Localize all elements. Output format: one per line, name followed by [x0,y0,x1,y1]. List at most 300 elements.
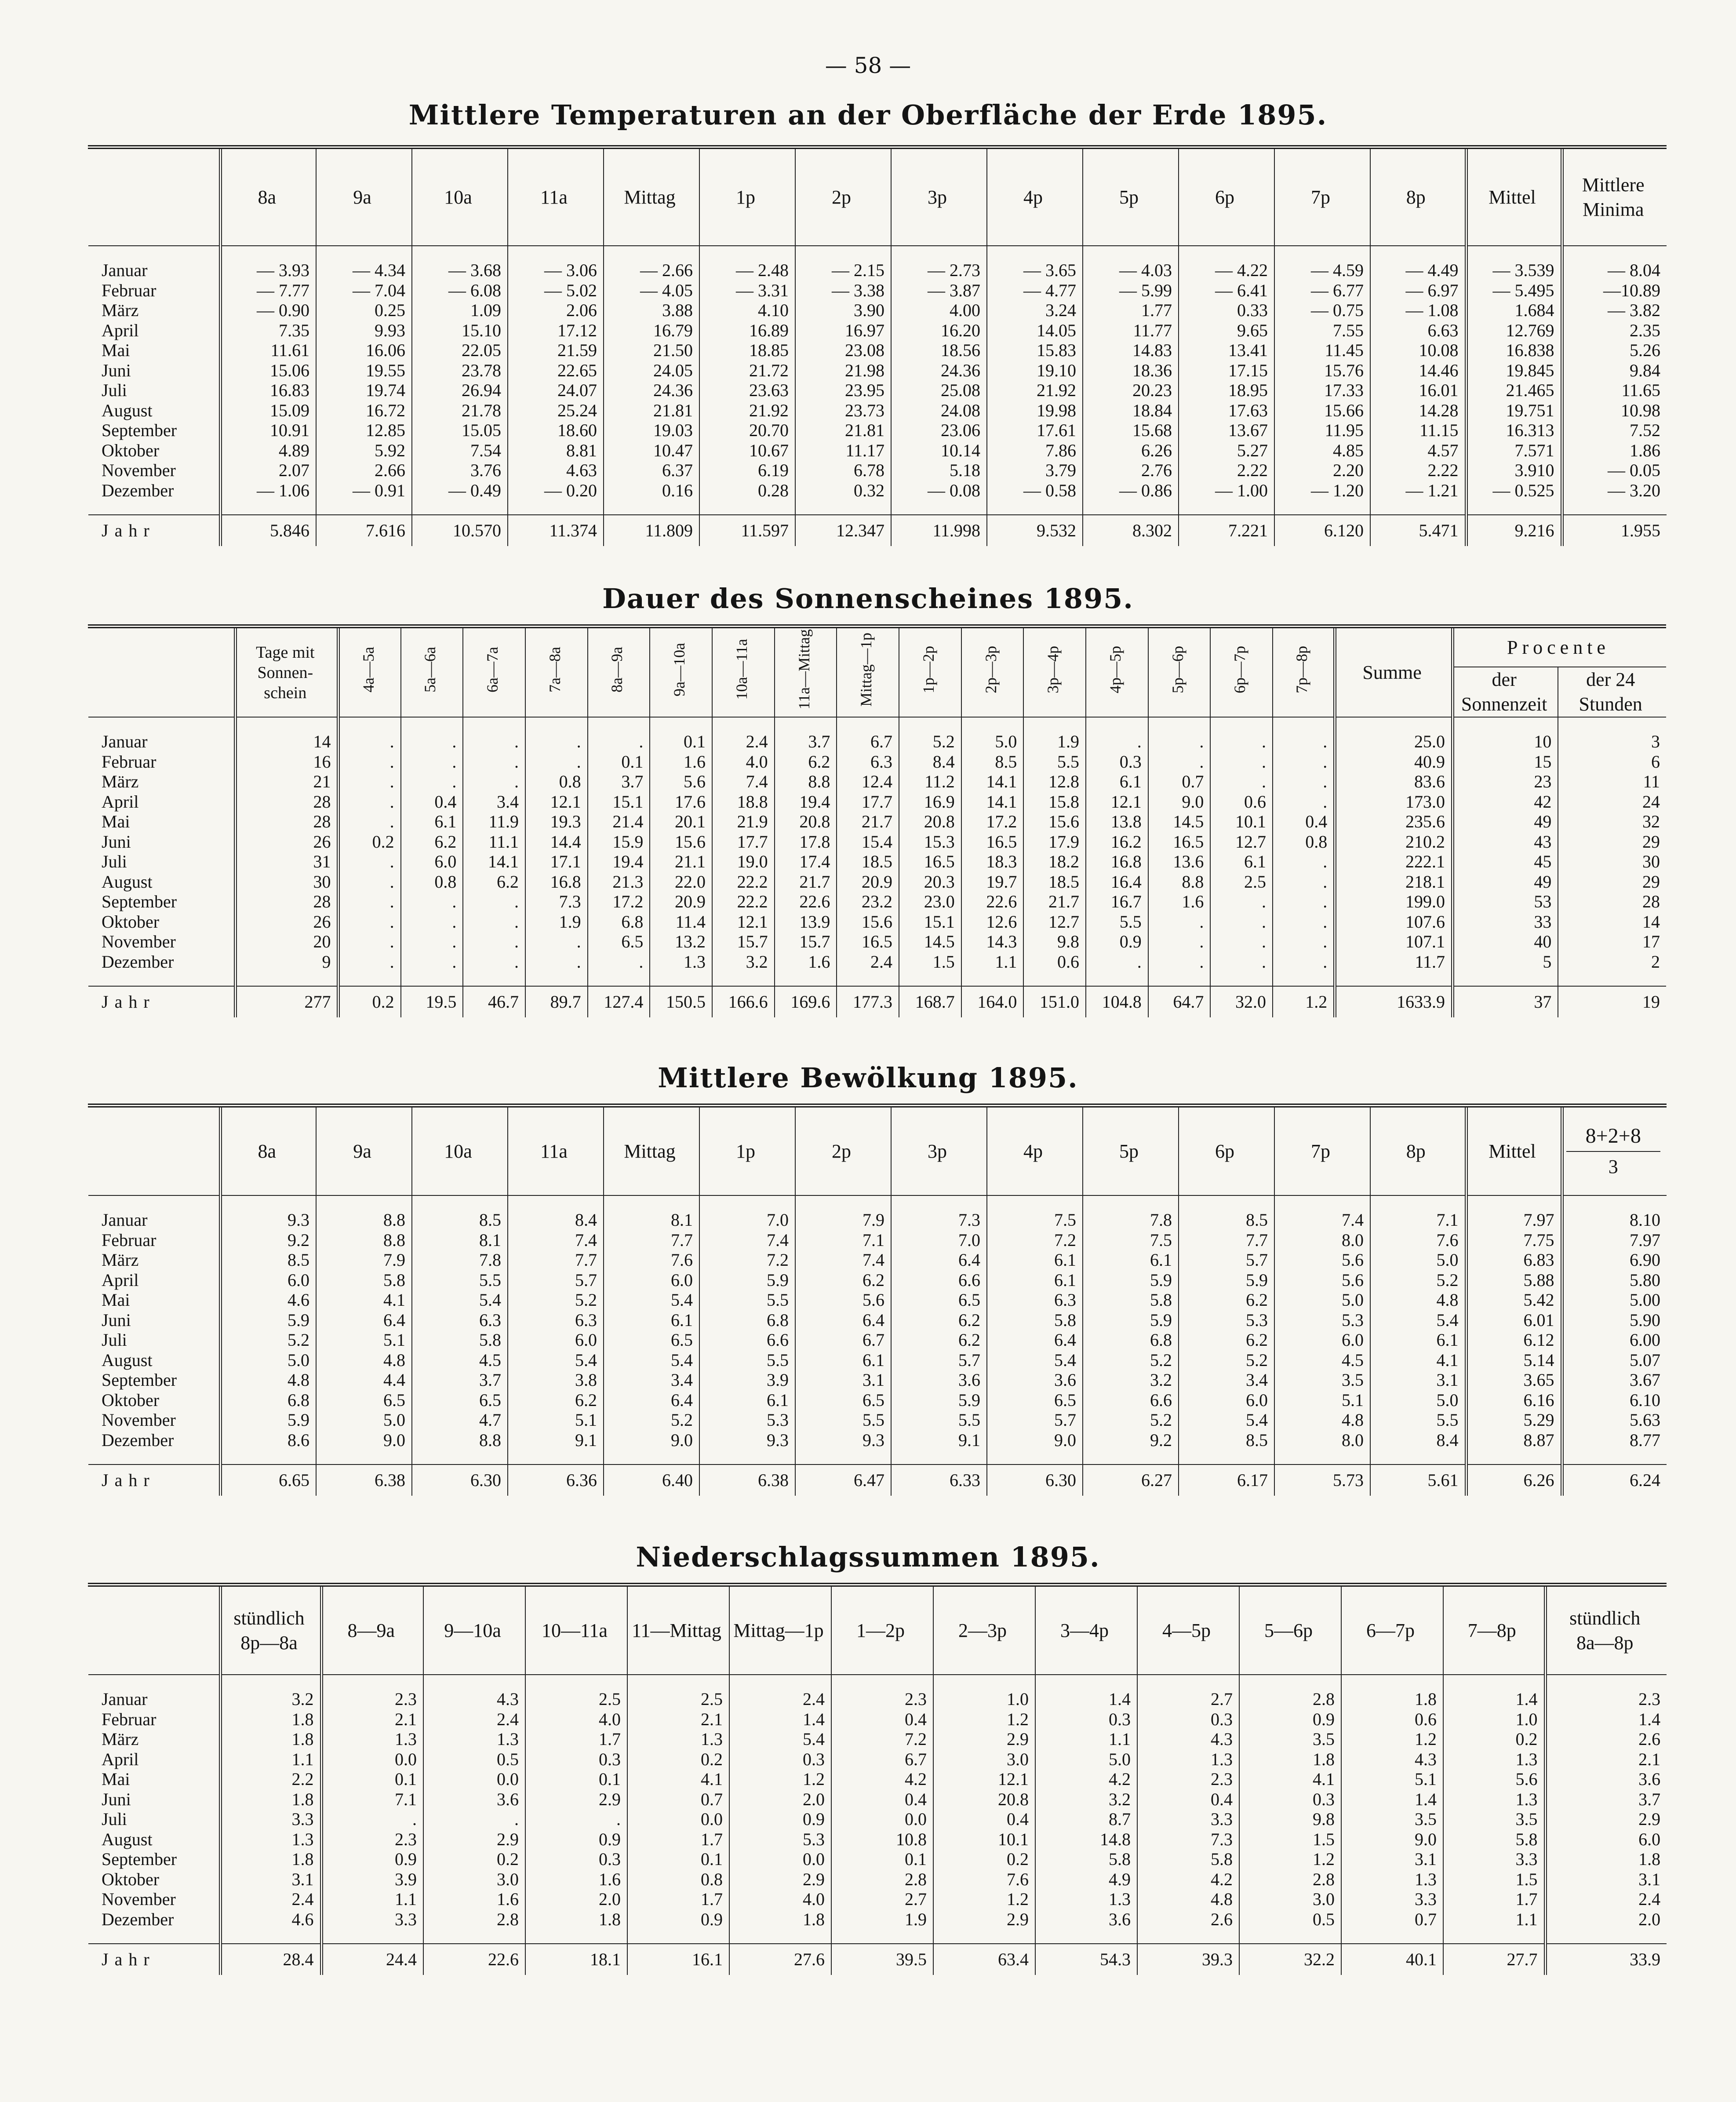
data-cell: . [1273,732,1335,752]
total-cell: 46.7 [463,986,525,1017]
data-cell: 1.8 [220,1729,321,1749]
data-cell: 2.4 [1545,1889,1667,1909]
spacer-cell [650,717,712,732]
data-cell: 19.98 [987,401,1083,421]
data-cell: 20.9 [650,892,712,912]
table-row [88,752,1666,772]
data-cell: 0.9 [321,1849,423,1869]
data-cell: 6.3 [412,1310,508,1330]
data-cell: 31 [236,852,338,872]
spacer-cell [508,500,604,515]
data-cell: 12.85 [316,420,412,441]
data-cell: 16.4 [1086,872,1148,892]
header-text: 3p—4p [1044,645,1062,693]
data-cell: . [1086,732,1148,752]
spacer-cell [321,1929,423,1944]
data-cell: 0.2 [627,1749,729,1770]
column-header: Mittag [604,149,699,246]
data-cell: 5.3 [729,1829,831,1850]
data-cell: 1.8 [220,1789,321,1810]
data-cell: 1.5 [899,952,961,972]
data-cell: 0.9 [1086,932,1148,952]
data-cell: 17.8 [775,832,837,852]
data-cell: — 0.49 [412,481,508,501]
data-cell: — 2.73 [891,260,987,281]
data-cell: — 0.525 [1466,481,1562,501]
data-cell: 14.5 [1148,812,1211,832]
spacer-cell [1274,1450,1370,1464]
data-cell: 6.1 [987,1270,1083,1290]
data-cell: 83.6 [1335,772,1453,792]
fraction-numerator: 8+2+8 [1566,1124,1661,1152]
data-cell: 6.7 [795,1330,891,1350]
data-cell: 26 [236,832,338,852]
total-cell: 40.1 [1341,1944,1443,1975]
data-cell: 4.8 [1274,1410,1370,1430]
total-cell: 168.7 [899,986,961,1017]
data-cell: — 3.93 [220,260,316,281]
data-cell: . [338,852,401,872]
data-cell: 8.8 [1148,872,1211,892]
data-cell: 21.81 [604,401,699,421]
data-cell: 3.5 [1239,1729,1341,1749]
data-cell: — 4.03 [1083,260,1179,281]
spacer-cell [423,1675,525,1689]
data-cell: 7.4 [699,1230,795,1250]
data-cell: 0.8 [401,872,463,892]
data-cell: 3.0 [933,1749,1035,1770]
data-cell: — 7.04 [316,281,412,301]
data-cell: 6.1 [987,1250,1083,1270]
data-cell: 19.845 [1466,361,1562,381]
data-cell: 6.2 [1179,1330,1274,1350]
data-cell: — 5.495 [1466,281,1562,301]
row-label: April [102,320,139,340]
data-cell: 9.3 [795,1430,891,1450]
spacer-cell [1274,246,1370,260]
data-cell: 1.6 [525,1869,627,1890]
row-label: Dezember [102,480,174,500]
data-cell: 23.63 [699,380,795,401]
total-cell: 6.30 [987,1464,1083,1496]
data-cell: 0.4 [831,1789,933,1810]
data-cell: 6.5 [316,1390,412,1410]
spacer-cell [88,1450,220,1464]
row-label: November [102,1410,176,1430]
column-header-hour [588,628,650,717]
data-cell: 0.8 [525,772,588,792]
data-cell: 2.9 [525,1789,627,1810]
data-cell: — 0.08 [891,481,987,501]
data-cell: 0.4 [1273,812,1335,832]
spacer-cell [1179,1195,1274,1210]
data-cell: 13.2 [650,932,712,952]
data-cell: 5.8 [1137,1849,1239,1869]
data-cell: 0.7 [1148,772,1211,792]
data-cell: 5.9 [699,1270,795,1290]
data-cell: 5.4 [604,1290,699,1310]
data-cell: 8.0 [1274,1230,1370,1250]
spacer-cell [795,1195,891,1210]
data-cell: 2.9 [933,1729,1035,1749]
data-cell: . [338,872,401,892]
data-cell: 11.65 [1562,380,1667,401]
spacer-cell [88,1195,220,1210]
data-cell: 6.5 [604,1330,699,1350]
data-cell: 9.2 [220,1230,316,1250]
spacer-cell [220,1450,316,1464]
data-cell: 0.1 [588,752,650,772]
spacer-cell [795,500,891,515]
data-cell: — 3.539 [1466,260,1562,281]
data-cell: 0.6 [1341,1709,1443,1730]
spacer-cell [1466,500,1562,515]
data-cell: 4.1 [1239,1769,1341,1789]
data-cell: 6.5 [795,1390,891,1410]
row-label: Juni [102,360,131,380]
data-cell: 23.08 [795,340,891,361]
total-cell: 277 [236,986,338,1017]
column-header-hour [1273,628,1335,717]
data-cell: 1.9 [831,1909,933,1930]
column-header-hour [899,628,961,717]
fraction-denominator: 3 [1608,1155,1618,1177]
data-cell: 21.50 [604,340,699,361]
column-header: 8p [1370,1107,1466,1195]
table-row [88,1769,1667,1789]
data-cell: 9.0 [987,1430,1083,1450]
data-cell: 3.910 [1466,460,1562,481]
data-cell: 15 [1452,752,1558,772]
data-cell: 0.2 [933,1849,1035,1869]
total-cell: 177.3 [837,986,899,1017]
column-header: 6—7p [1341,1587,1443,1675]
total-cell: 39.3 [1137,1944,1239,1975]
data-cell: 22.0 [650,872,712,892]
spacer-cell [1148,717,1211,732]
data-cell: 14.05 [987,321,1083,341]
spacer-cell [316,1450,412,1464]
data-cell: 6.0 [1274,1330,1370,1350]
data-cell: 0.4 [1137,1789,1239,1810]
total-cell: 5.846 [220,515,316,546]
data-cell: 1.4 [1443,1689,1545,1709]
header-text: 5a—6a [421,646,439,692]
data-cell: 7.9 [316,1250,412,1270]
total-cell: 6.24 [1562,1464,1667,1496]
data-cell: 1.8 [220,1709,321,1730]
spacer-cell [1086,972,1148,986]
data-cell: 8.4 [508,1210,604,1230]
data-cell: . [525,752,588,772]
data-cell: — 2.48 [699,260,795,281]
data-cell: 19.4 [588,852,650,872]
data-cell: 14.83 [1083,340,1179,361]
spacer-cell [401,972,463,986]
data-cell: 2.4 [837,952,899,972]
data-cell: 8.10 [1562,1210,1667,1230]
data-cell: 12.1 [1086,792,1148,812]
column-header: 2p [795,1107,891,1195]
data-cell: 3.1 [220,1869,321,1890]
data-cell: 15.6 [1023,812,1086,832]
data-cell: 8.87 [1466,1430,1562,1450]
data-cell: 19.55 [316,361,412,381]
data-cell: 9.2 [1083,1430,1179,1450]
data-cell: 17.33 [1274,380,1370,401]
data-cell: 2.35 [1562,321,1667,341]
data-cell: 15.6 [650,832,712,852]
data-cell: 5.8 [316,1270,412,1290]
spacer-cell [316,500,412,515]
data-cell: 5.6 [795,1290,891,1310]
data-cell: 7.2 [987,1230,1083,1250]
data-cell: — 0.20 [508,481,604,501]
data-cell: 1.1 [1443,1909,1545,1930]
data-cell: 1.7 [627,1889,729,1909]
table-row [88,792,1666,812]
spacer-cell [987,1450,1083,1464]
data-cell: 12.1 [712,912,775,932]
data-cell: 5.2 [1179,1350,1274,1370]
column-header: Mittag—1p [729,1587,831,1675]
data-cell: 5.29 [1466,1410,1562,1430]
spacer-cell [1335,972,1453,986]
data-cell: 3.3 [220,1809,321,1829]
column-header: 7—8p [1443,1587,1545,1675]
data-cell: 5.5 [1086,912,1148,932]
spacer-cell [604,1450,699,1464]
data-cell: 45 [1452,852,1558,872]
data-cell: . [1273,792,1335,812]
precipitation-table [88,1583,1667,1975]
table-row [88,952,1666,972]
data-cell: 5.6 [650,772,712,792]
table-row [88,1789,1667,1810]
data-cell: 14.1 [961,792,1024,812]
data-cell: 5.27 [1179,441,1274,461]
data-cell: 3.2 [712,952,775,972]
data-cell: 5.9 [1083,1270,1179,1290]
data-cell: 5.80 [1562,1270,1667,1290]
data-cell: 5.0 [1035,1749,1137,1770]
data-cell: 1.8 [220,1849,321,1869]
data-cell: 0.4 [933,1809,1035,1829]
data-cell: . [401,772,463,792]
data-cell: 0.6 [1210,792,1273,812]
data-cell: 4.0 [525,1709,627,1730]
spacer-cell [220,500,316,515]
data-cell: 8.81 [508,441,604,461]
spacer-cell [1443,1675,1545,1689]
data-cell: 12.7 [1210,832,1273,852]
data-cell: 0.0 [729,1849,831,1869]
data-cell: 16.8 [525,872,588,892]
total-cell: 0.2 [338,986,401,1017]
data-cell: 7.6 [1370,1230,1466,1250]
row-label: Januar [102,260,148,280]
spacer-cell [699,246,795,260]
data-cell: 14.5 [899,932,961,952]
data-cell: 15.7 [712,932,775,952]
data-cell: 3.7 [412,1370,508,1390]
total-cell: 6.33 [891,1464,987,1496]
data-cell: 11.17 [795,441,891,461]
data-cell: . [588,732,650,752]
table-row [88,1869,1667,1890]
data-cell: 2.7 [831,1889,933,1909]
data-cell: 1.6 [423,1889,525,1909]
data-cell: 0.3 [1137,1709,1239,1730]
column-header-24h: der 24 Stunden [1558,667,1666,717]
data-cell: 1.1 [961,952,1024,972]
spacer-cell [729,1929,831,1944]
total-cell: 166.6 [712,986,775,1017]
data-cell: — 1.20 [1274,481,1370,501]
table-row [88,812,1666,832]
data-cell: 107.6 [1335,912,1453,932]
data-cell: 3.4 [1179,1370,1274,1390]
total-cell: 104.8 [1086,986,1148,1017]
data-cell: 6.6 [1083,1390,1179,1410]
data-cell: 21.4 [588,812,650,832]
column-header-hour [1086,628,1148,717]
data-cell: 3.9 [321,1869,423,1890]
data-cell: 4.7 [412,1410,508,1430]
data-cell: 2.7 [1137,1689,1239,1709]
data-cell: 1.1 [220,1749,321,1770]
total-cell: 6.36 [508,1464,604,1496]
spacer-cell [588,972,650,986]
data-cell: 0.1 [650,732,712,752]
row-label: Dezember [102,951,174,972]
row-label: Mai [102,1769,130,1789]
data-cell: 2.9 [933,1909,1035,1930]
data-cell: 15.4 [837,832,899,852]
data-cell: 3.7 [1545,1789,1667,1810]
data-cell: . [1210,772,1273,792]
spacer-cell [1239,1675,1341,1689]
data-cell: 1.2 [1239,1849,1341,1869]
spacer-cell [604,246,699,260]
row-label: April [102,791,139,812]
data-cell: 6.1 [401,812,463,832]
table-row [88,1310,1667,1330]
data-cell: 1.5 [1443,1869,1545,1890]
row-label: Mai [102,1290,130,1310]
data-cell: 218.1 [1335,872,1453,892]
spacer-cell [729,1675,831,1689]
row-label: März [102,300,139,320]
data-cell: 6.8 [588,912,650,932]
data-cell: 17.15 [1179,361,1274,381]
data-cell: 17.1 [525,852,588,872]
data-cell: 5.1 [1274,1390,1370,1410]
column-header: 1—2p [831,1587,933,1675]
data-cell: 3.7 [588,772,650,792]
data-cell: 16.20 [891,321,987,341]
data-cell: 0.9 [1239,1709,1341,1730]
data-cell: 0.1 [321,1769,423,1789]
data-cell: 12.769 [1466,321,1562,341]
data-cell: 2.3 [1545,1689,1667,1709]
data-cell: 8.5 [961,752,1024,772]
data-cell: 3.76 [412,460,508,481]
total-label: Jahr [88,1944,220,1975]
row-label: April [102,1749,139,1769]
data-cell: 3.88 [604,300,699,321]
spacer-cell [1562,1195,1667,1210]
data-cell: 5.88 [1466,1270,1562,1290]
data-cell: 4.63 [508,460,604,481]
data-cell: 16.5 [1148,832,1211,852]
data-cell: 18.85 [699,340,795,361]
total-cell: 5.471 [1370,515,1466,546]
row-label: Februar [102,1709,156,1729]
row-label: September [102,892,177,911]
spacer-cell [1558,972,1666,986]
data-cell: 6.1 [699,1390,795,1410]
data-cell: 18.3 [961,852,1024,872]
data-cell: 20.8 [933,1789,1035,1810]
spacer-cell [1179,246,1274,260]
data-cell: 3.24 [987,300,1083,321]
total-cell: 63.4 [933,1944,1035,1975]
data-cell: . [338,732,401,752]
data-cell: 0.32 [795,481,891,501]
total-cell: 150.5 [650,986,712,1017]
spacer-cell [463,972,525,986]
data-cell: 2.0 [729,1789,831,1810]
data-cell: 15.76 [1274,361,1370,381]
data-cell: 22.2 [712,892,775,912]
data-cell: 173.0 [1335,792,1453,812]
data-cell: 0.28 [699,481,795,501]
data-cell: — 6.97 [1370,281,1466,301]
data-cell: — 4.22 [1179,260,1274,281]
data-cell: 21.78 [412,401,508,421]
data-cell: . [401,952,463,972]
data-cell: 6.8 [1083,1330,1179,1350]
spacer-cell [220,1195,316,1210]
table-row [88,732,1666,752]
data-cell: 0.16 [604,481,699,501]
data-cell: 5.92 [316,441,412,461]
data-cell: 19.7 [961,872,1024,892]
data-cell: 5.5 [1370,1410,1466,1430]
total-cell: 164.0 [961,986,1024,1017]
data-cell: 107.1 [1335,932,1453,952]
spacer-cell [891,500,987,515]
spacer-cell [1083,1450,1179,1464]
data-cell: 2.1 [321,1709,423,1730]
data-cell: . [401,732,463,752]
total-cell: 11.809 [604,515,699,546]
spacer-cell [775,717,837,732]
data-cell: 21.7 [775,872,837,892]
total-cell: 6.47 [795,1464,891,1496]
data-cell: 6.2 [401,832,463,852]
data-cell: 2.22 [1179,460,1274,481]
column-header: 7p [1274,149,1370,246]
data-cell: 33 [1452,912,1558,932]
data-cell: 15.09 [220,401,316,421]
data-cell: . [1148,952,1211,972]
table-row [88,481,1667,501]
data-cell: 7.5 [987,1210,1083,1230]
data-cell: 5.5 [891,1410,987,1430]
data-cell: . [1273,852,1335,872]
